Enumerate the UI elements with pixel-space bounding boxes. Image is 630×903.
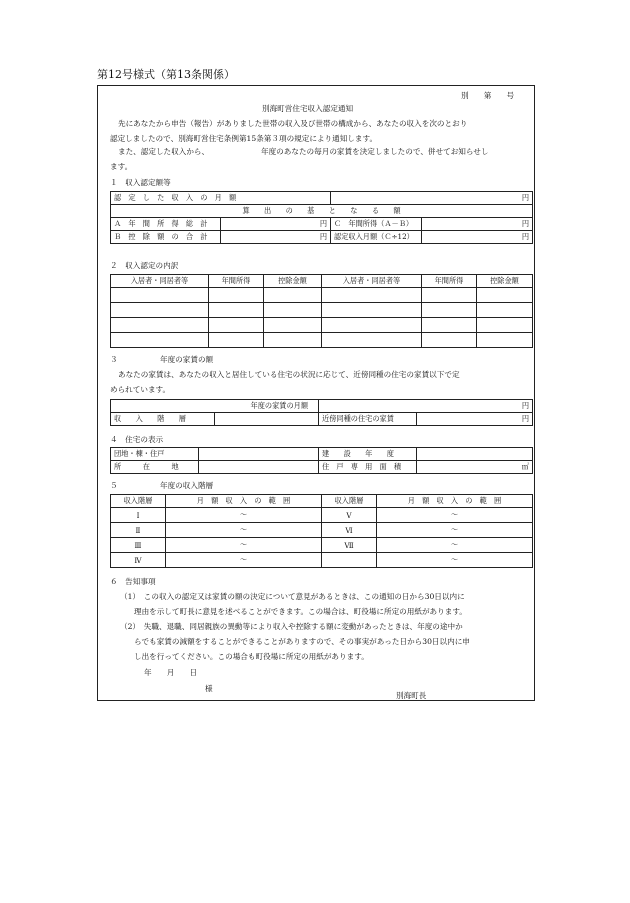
table-row: [111, 508, 533, 523]
complex-label: 団地・棟・住戸: [111, 448, 199, 461]
income-tier-table: [110, 494, 533, 568]
tier-cell: Ⅳ: [111, 553, 166, 568]
notice-item-2-line-3: し出を行ってください。この場合も町役場に所定の用紙があります。: [134, 652, 369, 661]
col-income: 年間所得: [209, 275, 264, 288]
intro-line-4: ます。: [110, 162, 133, 171]
table-row: [111, 333, 533, 348]
col-resident: 入居者・同居者等: [322, 275, 422, 288]
nearby-rent-yen: 円: [417, 413, 533, 426]
section3-text-1: あなたの家賃は、あなたの収入と居住している住宅の状況に応じて、近傍同種の住宅の家賃以下で定: [118, 370, 460, 379]
construction-year-label: 建 設 年 度: [319, 448, 417, 461]
issuer: 別海町長: [396, 691, 427, 700]
tier-cell: Ⅵ: [322, 523, 377, 538]
annual-income-total-label: Ａ 年 間 所 得 総 計: [111, 218, 221, 231]
col-resident: 入居者・同居者等: [111, 275, 209, 288]
table-row: [111, 523, 533, 538]
housing-table: [110, 447, 533, 474]
range-cell: ～: [166, 538, 322, 553]
tier-cell: Ⅶ: [322, 538, 377, 553]
annual-income-total-yen: 円: [221, 218, 331, 231]
form-title: 第12号様式（第13条関係）: [97, 68, 235, 81]
rent-table: [110, 399, 533, 426]
floor-area-label: 住 戸 専 用 面 積: [319, 461, 417, 474]
table-row: [111, 288, 533, 303]
deduction-total-yen: 円: [221, 231, 331, 244]
notice-item-1-line-1: （1） この収入の認定又は家賃の額の決定について意見があるときは、この通知の日から30日以内に: [120, 592, 465, 601]
section3-number: ３: [110, 355, 118, 364]
tier-cell: Ⅴ: [322, 508, 377, 523]
floor-area-unit: ㎡: [417, 461, 533, 474]
notice-title: 別海町営住宅収入認定通知: [262, 104, 354, 113]
rent-monthly-yen: 円: [319, 400, 533, 413]
certified-monthly-label: 認 定 し た 収 入 の 月 額: [111, 192, 331, 205]
table-row: [111, 553, 533, 568]
col-range: 月 額 収 入 の 範 囲: [166, 495, 322, 508]
section2-heading: ２ 収入認定の内訳: [110, 261, 179, 270]
tier-cell: Ⅲ: [111, 538, 166, 553]
deduction-total-label: Ｂ 控 除 額 の 合 計: [111, 231, 221, 244]
tier-cell: Ⅰ: [111, 508, 166, 523]
range-cell: ～: [377, 508, 533, 523]
annual-income-yen: 円: [422, 218, 533, 231]
monthly-income-yen: 円: [422, 231, 533, 244]
income-tier-label: 収 入 階 層: [111, 413, 215, 426]
range-cell: ～: [166, 508, 322, 523]
col-tier: 収入階層: [322, 495, 377, 508]
col-tier: 収入階層: [111, 495, 166, 508]
notice-date: 年 月 日: [144, 668, 198, 677]
col-range: 月 額 収 入 の 範 囲: [377, 495, 533, 508]
range-cell: ～: [377, 538, 533, 553]
intro-line-3a: また、認定した収入から、: [118, 147, 210, 156]
notice-item-2-line-1: （2） 失職、退職、同居親族の異動等により収入や控除する額に変動があったときは、年度の途中か: [120, 622, 463, 631]
section3-heading: 年度の家賃の額: [160, 355, 214, 364]
range-cell: ～: [377, 523, 533, 538]
section4-heading: ４ 住宅の表示: [110, 435, 164, 444]
annual-income-label: Ｃ 年間所得（Ａ－Ｂ）: [331, 218, 422, 231]
range-cell: ～: [377, 553, 533, 568]
nearby-rent-label: 近傍同種の住宅の家賃: [319, 413, 417, 426]
section5-number: ５: [110, 481, 118, 490]
col-deduction: 控除金額: [264, 275, 322, 288]
notice-item-1-line-2: 理由を示して町長に意見を述べることができます。この場合は、町役場に所定の用紙があります。: [134, 607, 467, 616]
range-cell: ～: [166, 553, 322, 568]
intro-line-2: 認定しましたので、別海町営住宅条例第15条第３項の規定により通知します。: [110, 134, 378, 143]
intro-line-3b: 年度のあなたの毎月の家賃を決定しましたので、併せてお知らせし: [261, 147, 489, 156]
section1-heading: １ 収入認定額等: [110, 178, 171, 187]
table-row: [111, 318, 533, 333]
section6-heading: ６ 告知事項: [110, 577, 156, 586]
section5-heading: 年度の収入階層: [160, 481, 214, 490]
col-deduction: 控除金額: [477, 275, 533, 288]
intro-text-2: [110, 131, 377, 146]
addressee-suffix: 様: [205, 684, 213, 693]
income-breakdown-table: [110, 274, 533, 348]
notice-frame: [97, 85, 535, 701]
table-row: [111, 538, 533, 553]
tier-cell: Ⅱ: [111, 523, 166, 538]
intro-text: [118, 116, 467, 131]
intro-line-1: 先にあなたから申告（報告）がありました世帯の収入及び世帯の構成から、あなたの収入を次のとおり: [118, 119, 468, 128]
basis-header: 算 出 の 基 と な る 額: [111, 205, 533, 218]
notice-item-2-line-2: らでも家賃の減額をすることができることがありますので、その事実があった日から30日以内に申: [134, 637, 470, 646]
section3-text-2: められています。: [110, 385, 171, 394]
monthly-income-label: 認定収入月額（Ｃ÷12）: [331, 231, 422, 244]
certified-monthly-yen: 円: [331, 192, 533, 205]
location-label: 所 在 地: [111, 461, 199, 474]
income-certification-table: [110, 191, 533, 244]
rent-monthly-label: 年度の家賃の月額: [111, 400, 319, 413]
table-row: [111, 303, 533, 318]
document-number: 別 第 号: [461, 91, 515, 100]
range-cell: ～: [166, 523, 322, 538]
col-income: 年間所得: [422, 275, 477, 288]
tier-cell: [322, 553, 377, 568]
